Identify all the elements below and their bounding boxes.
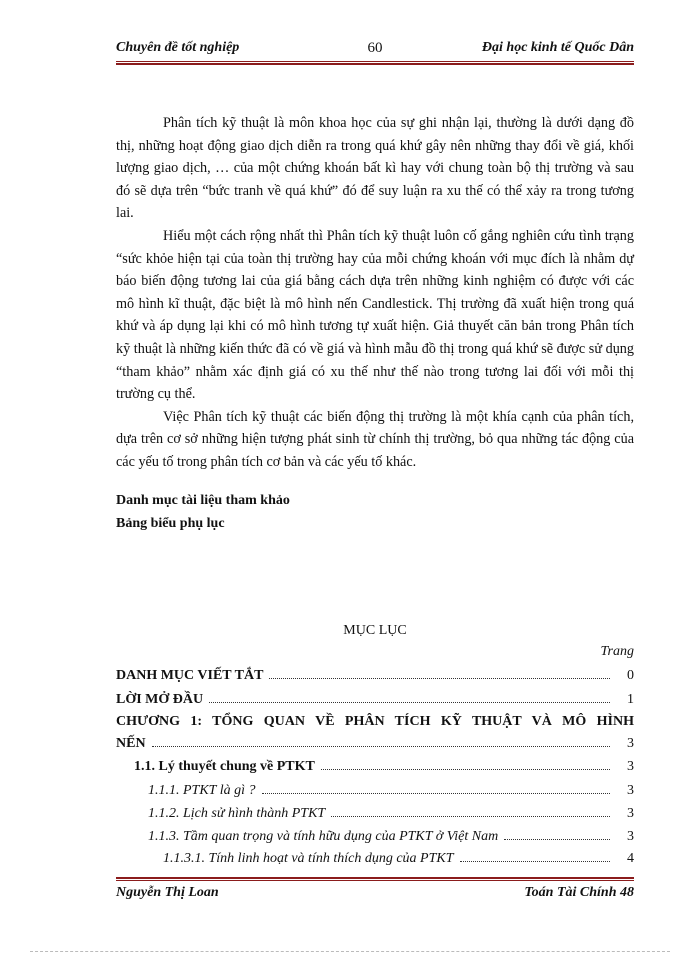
- references-heading: Danh mục tài liệu tham khảo: [116, 493, 290, 508]
- toc-entry-page: 3: [627, 783, 634, 798]
- toc-entry-label: 1.1. Lý thuyết chung về PTKT: [134, 759, 315, 774]
- toc-entry-page: 3: [627, 736, 634, 751]
- footer-class: Toán Tài Chính 48: [524, 885, 634, 900]
- toc-leader-dots: [262, 783, 611, 794]
- toc-entry-label: LỜI MỞ ĐẦU: [116, 692, 204, 707]
- toc-leader-dots: [321, 759, 610, 770]
- toc-entry-label: 1.1.3. Tầm quan trọng và tính hữu dụng của PTKT ở Việt Nam: [148, 829, 499, 844]
- toc-entry-page: 3: [627, 806, 634, 821]
- toc-entry[interactable]: [116, 692, 634, 708]
- footer-rule: [116, 877, 634, 881]
- toc-leader-dots: [152, 736, 610, 747]
- page-break-line: [30, 951, 670, 952]
- toc-title: MỤC LỤC: [343, 623, 407, 638]
- footer-author: Nguyễn Thị Loan: [116, 885, 219, 900]
- paragraph: Phân tích kỹ thuật là môn khoa học của sự ghi nhận lại, thường là dưới dạng đồ thị, những hoạt động giao dịch diễn ra trong quá khứ gây nên những thay đổi về giá, khối lượng giao dịch, … của một chứng khoán bất kì hay với chung toàn bộ thị trường và sau đó sẽ dựa trên “bức tranh về quá khứ” đó để suy luận ra xu thế có thể xảy ra trong tương lai.: [116, 115, 634, 222]
- toc-page-column-label: Trang: [600, 644, 634, 659]
- appendix-heading: Bảng biểu phụ lục: [116, 515, 225, 531]
- toc-chapter-heading[interactable]: CHƯƠNG 1: TỔNG QUAN VỀ PHÂN TÍCH KỸ THUẬT VÀ MÔ HÌNH: [116, 714, 634, 729]
- paragraph: Hiểu một cách rộng nhất thì Phân tích kỹ thuật luôn cố gắng nghiên cứu tình trạng “sức khỏe hiện tại của toàn thị trường hay của mỗi chứng khoán với mục đích là nhằm dự báo biến động tương lai của giá bằng cách dựa trên những kinh nghiệm có được với các mô hình kĩ thuật, đặc biệt là mô hình nến Candlestick. Thị trường đã xuất hiện trong quá khứ và áp dụng lại khi có mô hình tương tự xuất hiện. Giả thuyết căn bản trong Phân tích kỹ thuật là những kiến thức đã có về giá và hình mẫu đồ thị trong quá khứ sẽ được sử dụng “tham khảo” nhằm xác định giá có xu thế như thế nào trong tương lai đối với mỗi thị trường cụ thể.: [116, 227, 634, 403]
- toc-entry-label: 1.1.2. Lịch sử hình thành PTKT: [148, 806, 326, 821]
- toc-entry-label: DANH MỤC VIẾT TẮT: [116, 668, 264, 683]
- toc-entry-label: 1.1.3.1. Tính linh hoạt và tính thích dụng của PTKT: [163, 851, 454, 866]
- header-rule: [116, 61, 634, 65]
- toc-entry-page: 3: [627, 759, 634, 774]
- toc-entry-page: 4: [627, 851, 634, 866]
- toc-entry[interactable]: [116, 668, 634, 684]
- references-block: [116, 490, 634, 535]
- toc-entry-page: 3: [627, 829, 634, 844]
- header-title-left: Chuyên đề tốt nghiệp: [116, 40, 240, 55]
- toc-entry-label: NẾN: [116, 736, 146, 751]
- toc-entry[interactable]: [116, 736, 634, 752]
- toc-entry[interactable]: [134, 759, 634, 775]
- body-text: [116, 112, 634, 474]
- page-header: [116, 40, 634, 60]
- toc-entry[interactable]: [163, 851, 634, 867]
- toc-entry[interactable]: [148, 829, 634, 845]
- paragraph: Việc Phân tích kỹ thuật các biến động thị trường là một khía cạnh của phân tích, dựa trên cơ sở những hiện tượng phát sinh từ chính thị trường, bỏ qua những tác động của các yếu tố trong phân tích cơ bản và các yếu tố khác.: [116, 408, 634, 470]
- toc-entry[interactable]: [148, 806, 634, 822]
- page-footer: [116, 885, 634, 905]
- header-page-number: 60: [367, 40, 383, 56]
- toc-leader-dots: [331, 806, 610, 817]
- toc-leader-dots: [269, 668, 610, 679]
- toc-entry-label: 1.1.1. PTKT là gì ?: [148, 783, 256, 798]
- toc-leader-dots: [504, 829, 610, 840]
- toc-leader-dots: [209, 692, 610, 703]
- toc-entry[interactable]: [148, 783, 634, 799]
- toc-entry-page: 0: [627, 668, 634, 683]
- toc-entry-page: 1: [627, 692, 634, 707]
- header-title-right: Đại học kinh tế Quốc Dân: [481, 40, 634, 55]
- toc-leader-dots: [460, 851, 610, 862]
